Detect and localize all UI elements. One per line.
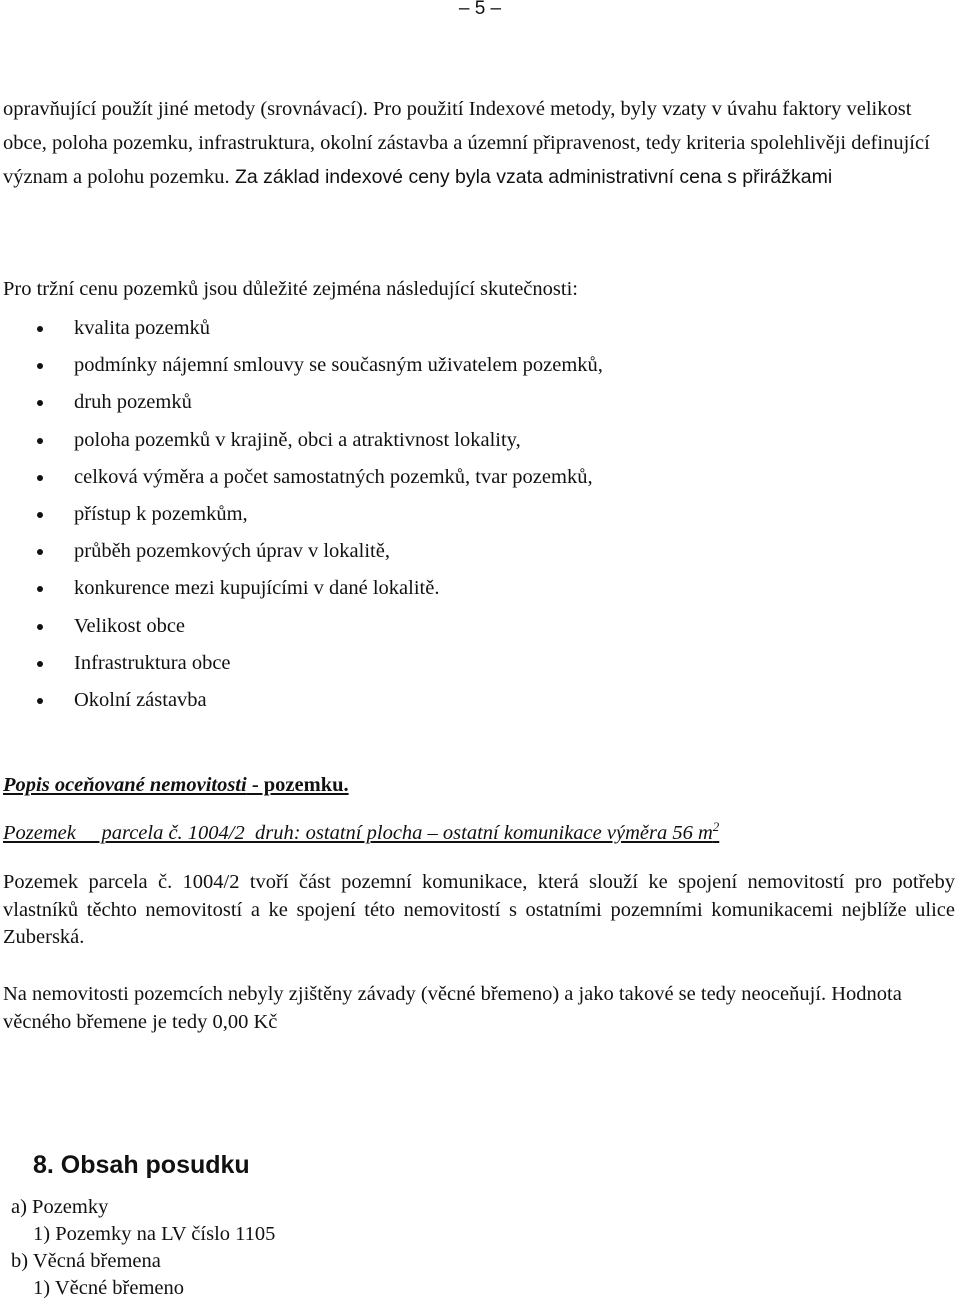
bullet-icon [37,512,43,518]
parcel-line: Pozemek parcela č. 1004/2 druh: ostatní plocha – ostatní komunikace výměra 56 $m^2$ [3,819,720,844]
contents-item-a1: 1) Pozemky na LV číslo 1105 [33,1223,276,1245]
intro-text-1: opravňující použít jiné metody (srovnávací). Pro použití Indexové metody, byly vzaty v úvahu faktory velikost obce, poloha pozemku, infrastruktura, okolní zástavba a územní připravenost, tedy kriteria spolehlivěji definující význam a polohu pozemku. [3,98,930,188]
contents-item-a: a) Pozemky [11,1196,109,1218]
intro-text-2: Za základ indexové ceny byla vzata administrativní cena s přirážkami [229,166,833,188]
list-item: kvalita pozemků [0,311,603,348]
page-number: – 5 – [458,0,502,19]
list-item: celková výměra a počet samostatných pozemků, tvar pozemků, [0,460,603,497]
easement-text: Na nemovitosti pozemcích nebyly zjištěny závady (věcné břemeno) a jako takové se tedy neoceňují. Hodnota věcného břemene je tedy 0,00 Kč [3,983,902,1033]
bullet-icon [37,363,43,369]
list-item: Velikost obce [0,609,603,646]
intro-paragraph [3,92,955,194]
description-heading: Popis oceňované nemovitosti - pozemku. [3,774,349,796]
list-item: konkurence mezi kupujícími v dané lokalitě. [0,571,603,608]
bullet-icon [37,326,43,332]
bullet-icon [37,698,43,704]
bullet-icon [37,586,43,592]
bullet-icon [37,549,43,555]
list-item: podmínky nájemní smlouvy se současným uživatelem pozemků, [0,348,603,385]
contents-item-b1: 1) Věcné břemeno [33,1277,185,1299]
bullet-icon [37,438,43,444]
list-item: průběh pozemkových úprav v lokalitě, [0,534,603,571]
contents-item-b: b) Věcná břemena [11,1250,161,1272]
market-factors-intro: Pro tržní cenu pozemků jsou důležité zejména následující skutečnosti: [3,278,578,300]
list-item: druh pozemků [0,385,603,422]
list-item: Okolní zástavba [0,683,603,720]
bullet-icon [37,475,43,481]
section-title: 8. Obsah posudku [33,1151,250,1179]
bullet-icon [37,400,43,406]
list-item: poloha pozemků v krajině, obci a atraktivnost lokality, [0,423,603,460]
bullet-icon [37,624,43,630]
bullet-icon [37,661,43,667]
list-item: Infrastruktura obce [0,646,603,683]
parcel-description: Pozemek parcela č. 1004/2 tvoří část pozemní komunikace, která slouží ke spojení nemovitostí pro potřeby vlastníků těchto nemovitostí a ke spojení této nemovitostí s ostatními pozemními komunikacemi nejblíže ulice Zuberská. [3,871,955,948]
list-item: přístup k pozemkům, [0,497,603,534]
market-factors-list [0,311,603,720]
